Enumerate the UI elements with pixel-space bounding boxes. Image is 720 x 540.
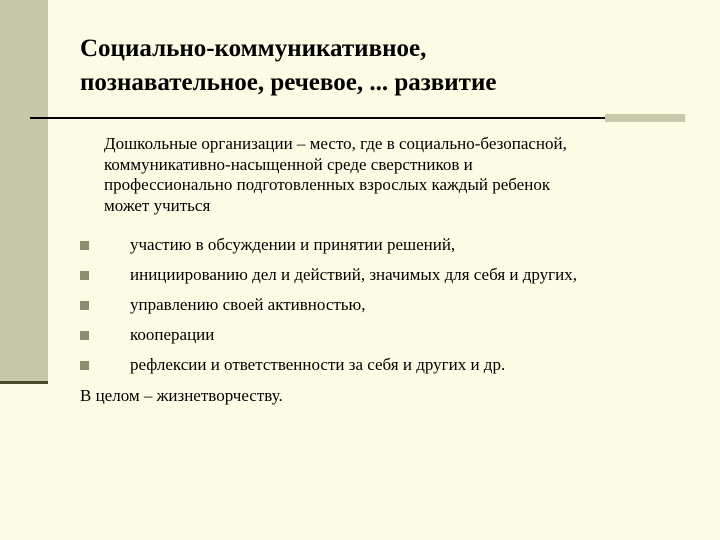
- slide-title-line-2: познавательное, речевое, ... развитие: [80, 69, 497, 96]
- square-bullet-icon: [80, 271, 89, 280]
- side-accent-bar: [0, 0, 48, 383]
- list-item-text: участию в обсуждении и принятии решений,: [130, 235, 456, 254]
- conclusion-text: В целом – жизнетворчеству.: [80, 386, 283, 405]
- intro-line-1: Дошкольные организации – место, где в социально-безопасной,: [104, 134, 567, 153]
- title-divider-accent: [605, 114, 685, 122]
- square-bullet-icon: [80, 241, 89, 250]
- intro-line-2: коммуникативно-насыщенной среде сверстников и: [104, 154, 473, 174]
- list-item: [80, 320, 700, 350]
- intro-line-4: может учиться: [104, 195, 211, 215]
- list-item-text: рефлексии и ответственности за себя и других и др.: [130, 355, 506, 374]
- list-item: [80, 260, 700, 290]
- slide-title: [80, 32, 700, 100]
- list-item-text: кооперации: [130, 325, 215, 344]
- list-item: [80, 290, 700, 320]
- square-bullet-icon: [80, 301, 89, 310]
- side-accent-bar-edge: [0, 381, 48, 384]
- list-item: [80, 230, 700, 260]
- bullet-list: [80, 230, 700, 380]
- square-bullet-icon: [80, 361, 89, 370]
- list-item: [80, 350, 700, 380]
- intro-line-3: профессионально подготовленных взрослых каждый ребенок: [104, 175, 551, 194]
- list-item-text: инициированию дел и действий, значимых для себя и других,: [130, 265, 577, 284]
- title-divider-line: [30, 117, 605, 119]
- intro-paragraph: [104, 134, 684, 216]
- list-item-text: управлению своей активностью,: [130, 295, 366, 314]
- slide-title-line-1: Социально-коммуникативное,: [80, 35, 427, 62]
- square-bullet-icon: [80, 331, 89, 340]
